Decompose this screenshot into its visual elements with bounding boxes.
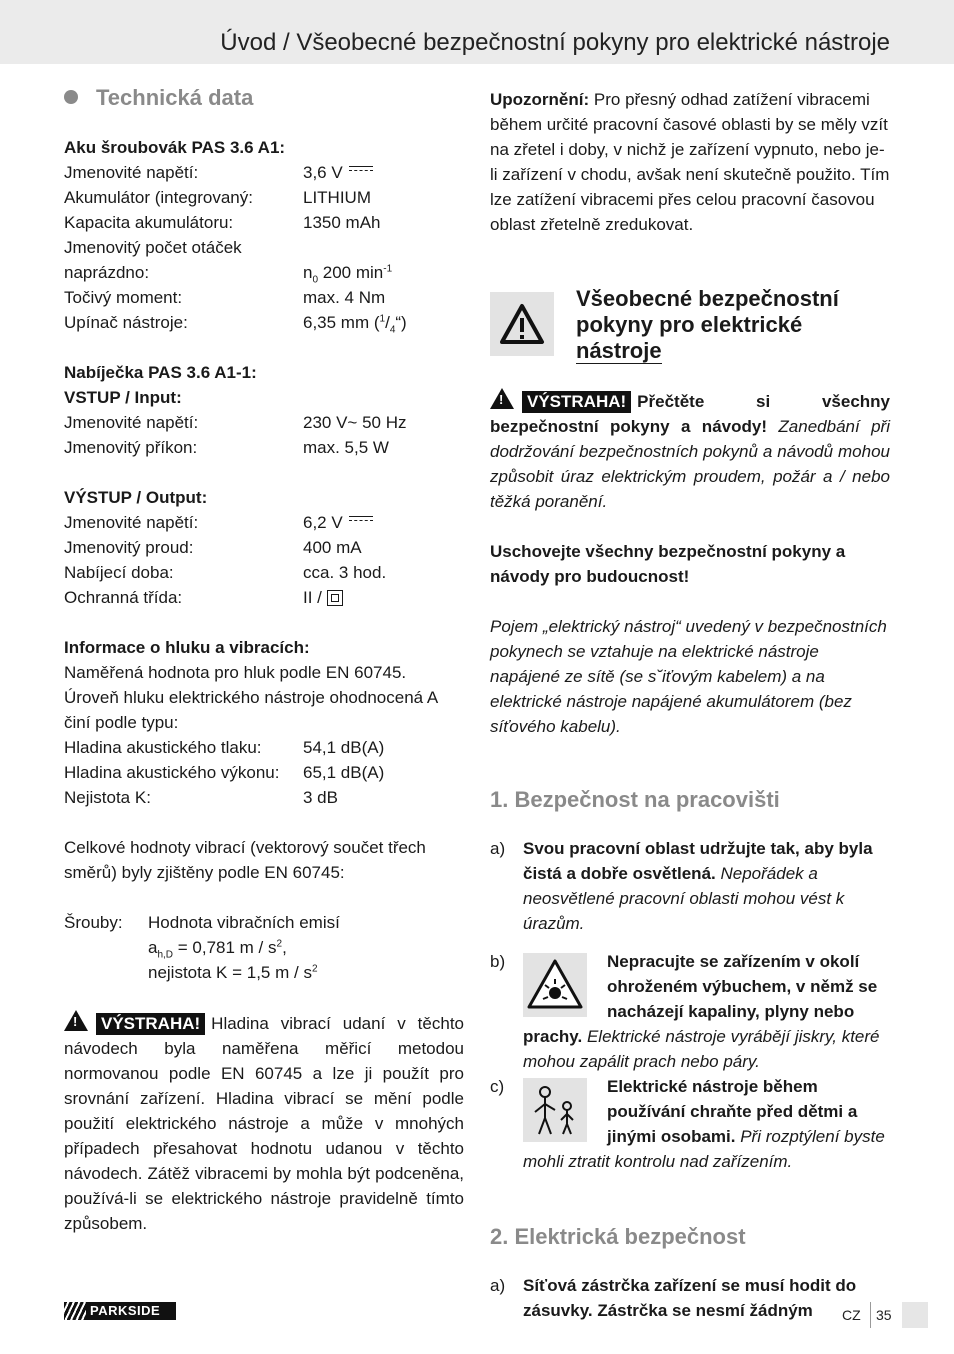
spec-value: 230 V~ 50 Hz — [303, 413, 407, 432]
spec-value: II / — [303, 585, 464, 610]
spec-row — [64, 585, 464, 610]
spec-value — [303, 235, 464, 260]
page-header — [0, 0, 954, 64]
spec-row — [64, 160, 464, 185]
spec-row — [64, 535, 464, 560]
spec-row — [64, 235, 464, 260]
spec-value: 6,35 mm $(^1/_4“)$ — [303, 313, 407, 336]
warning-badge: VÝSTRAHA! — [522, 391, 631, 413]
spec-value: max. 4 Nm — [303, 288, 386, 307]
term-definition: Pojem „elektrický nástroj“ uvedený v bezpečnostních pokynech se vztahuje na elektrické nástroje napájené ze sítě (se s˘iťovým kabelem) a na elektrické nástroje napájené akumulátorem (bez síťového kabelu). — [490, 617, 887, 736]
spec-label: naprázdno: — [64, 263, 150, 282]
spec-value: 1350 mAh — [303, 213, 381, 232]
spec-value: cca. 3 hod. — [303, 563, 387, 582]
spec-value: 54,1 dB(A) — [303, 738, 385, 757]
language-code: CZ — [842, 1307, 861, 1323]
right-column — [490, 86, 890, 1323]
spec-value: 3 dB — [303, 788, 338, 807]
spec-label: Ochranná třída: — [64, 588, 183, 607]
read-warning: !VÝSTRAHA! Přečtěte si všechny bezpečnostní pokyny a návody! Zanedbání při dodržování bezpečnostních pokynů a návodů mohou způsobit úraz elektrickým proudem, požár a / nebo těžká poranění. — [490, 388, 890, 514]
spec-label: Jmenovitý proud: — [64, 538, 194, 557]
list-item: b) Nepracujte se zařízením v okolí ohroženém výbuchem, v němž se nacházejí kapaliny, plyny nebo prachy. Elektrické nástroje vyrábějí jiskry, které mohou zapálit prach nebo páry. — [490, 952, 880, 1071]
spec-row — [64, 185, 464, 210]
screws-k-value: nejistota K = 1,5 m / $s^2$ — [148, 963, 318, 982]
spec-value: $n_0$ 200 $\min^{-1}$ — [303, 263, 393, 286]
warning-triangle-icon — [490, 388, 514, 409]
warning-triangle-icon — [490, 292, 554, 356]
spec-label: Kapacita akumulátoru: — [64, 213, 234, 232]
technical-data-heading: Technická data — [64, 84, 464, 112]
charger-input-specs — [64, 410, 464, 460]
charger-output-title: VÝSTUP / Output: — [64, 488, 208, 507]
noise-specs — [64, 735, 464, 810]
logo-stripes-icon — [64, 1302, 86, 1320]
protection-class-ii-icon — [327, 590, 343, 606]
vibration-line: Celkové hodnoty vibrací (vektorový součet třech — [64, 838, 426, 857]
screws-line: Hodnota vibračních emisí — [148, 913, 340, 932]
safety-title-line: pokyny pro elektrické — [576, 312, 803, 337]
noise-line: Naměřená hodnota pro hluk podle EN 60745. — [64, 663, 407, 682]
warning-badge: VÝSTRAHA! — [96, 1013, 205, 1035]
spec-label: Upínač nástroje: — [64, 313, 188, 332]
footer-tab — [902, 1302, 928, 1328]
explosion-hazard-icon — [523, 953, 587, 1017]
noise-line: Úroveň hluku elektrického nástroje ohodnocená A — [64, 688, 439, 707]
spec-label: Hladina akustického tlaku: — [64, 738, 262, 757]
footer-divider — [870, 1302, 871, 1328]
section-1-heading: 1. Bezpečnost na pracovišti — [490, 787, 780, 812]
spec-row — [64, 285, 464, 310]
bullet-icon — [64, 90, 78, 104]
spec-label: Jmenovité napětí: — [64, 163, 199, 182]
spec-label: Jmenovitý počet otáček — [64, 238, 242, 257]
screws-a-value: $a_{h,D} = 0,781$ m / $s^2$, — [148, 938, 287, 961]
spec-value: 65,1 dB(A) — [303, 763, 385, 782]
warning-triangle-icon — [64, 1010, 88, 1031]
dc-symbol-icon — [349, 516, 373, 526]
screws-block — [64, 910, 464, 985]
vibration-warning: !VÝSTRAHA! Hladina vibrací udaní v těchto návodech byla naměřena měřicí metodou normovanou podle EN 60745 a lze ji použít pro srovnání zařízení. Hladina vibrací se mění podle použití elektrického nástroje a může v mnohých případech přesahovat hodnotu udanou v těchto návodech. Zátěž vibracemi by mohla být podceněna, používá-li se elektrického nástroje pravidelně tímto způsobem. — [64, 1010, 464, 1236]
page-number: 35 — [876, 1307, 892, 1323]
spec-row — [64, 735, 464, 760]
spec-row — [64, 510, 464, 535]
safety-section-heading — [490, 286, 890, 364]
noise-title: Informace o hluku a vibracích: — [64, 638, 310, 657]
keep-instructions: Uschovejte všechny bezpečnostní pokyny a návody pro budoucnost! — [490, 542, 846, 586]
spec-row — [64, 210, 464, 235]
spec-row — [64, 760, 464, 785]
spec-label: Nejistota K: — [64, 788, 151, 807]
list-item: c) Elektrické nástroje během používání chraňte před dětmi a jinými osobami. Při rozptýlení byste mohli ztratit kontrolu nad zařízením. — [490, 1077, 885, 1171]
list-item: a) Svou pracovní oblast udržujte tak, aby byla čistá a dobře osvětlená. Nepořádek a neosvětlené pracovní oblasti mohou vést k úrazům. — [490, 839, 873, 933]
notice-paragraph: Upozornění: Pro přesný odhad zatížení vibracemi během určité pracovní časové oblasti by se měly vzít na zřetel i doby, v nichž je zařízení vypnuto, nebo je-li zařízení v chodu, avšak není skutečně použito. Tím lze zatížení vibracemi přes celou pracovní časovou oblast zřetelně zredukovat. — [490, 90, 890, 234]
charger-title: Nabíječka PAS 3.6 A1-1: — [64, 363, 257, 382]
keep-children-away-icon — [523, 1078, 587, 1142]
charger-input-title: VSTUP / Input: — [64, 388, 182, 407]
spec-row — [64, 785, 464, 810]
charger-output-specs — [64, 510, 464, 610]
noise-line: činí podle typu: — [64, 713, 179, 732]
spec-value: 400 mA — [303, 538, 362, 557]
header-title: Úvod / Všeobecné bezpečnostní pokyny pro elektrické nástroje — [220, 29, 890, 56]
spec-value: LITHIUM — [303, 188, 371, 207]
dc-symbol-icon — [349, 166, 373, 176]
list-item: a) Síťová zástrčka zařízení se musí hodit do zásuvky. Zástrčka se nesmí žádným — [490, 1276, 857, 1320]
section-2-heading: 2. Elektrická bezpečnost — [490, 1224, 746, 1249]
spec-row — [64, 435, 464, 460]
spec-label: Nabíjecí doba: — [64, 563, 174, 582]
left-column — [64, 86, 464, 1236]
spec-label: Hladina akustického výkonu: — [64, 763, 280, 782]
spec-label: Jmenovité napětí: — [64, 413, 199, 432]
vibration-line: směrů) byly zjištěny podle EN 60745: — [64, 863, 345, 882]
spec-value: max. 5,5 W — [303, 438, 389, 457]
parkside-logo: PARKSIDE — [64, 1302, 176, 1320]
spec-row — [64, 310, 464, 335]
safety-title-line: Všeobecné bezpečnostní — [576, 286, 839, 311]
safety-title-line: nástroje — [576, 338, 662, 363]
spec-label: Točivý moment: — [64, 288, 183, 307]
spec-value: 3,6 V — [303, 160, 464, 185]
screws-label: Šrouby: — [64, 913, 123, 932]
drill-title: Aku šroubovák PAS 3.6 A1: — [64, 138, 286, 157]
spec-label: Jmenovitý příkon: — [64, 438, 198, 457]
drill-specs — [64, 160, 464, 335]
spec-label: Akumulátor (integrovaný: — [64, 188, 253, 207]
spec-label: Jmenovité napětí: — [64, 513, 199, 532]
spec-row — [64, 410, 464, 435]
spec-value: 6,2 V — [303, 510, 464, 535]
spec-row — [64, 560, 464, 585]
spec-row — [64, 260, 464, 285]
